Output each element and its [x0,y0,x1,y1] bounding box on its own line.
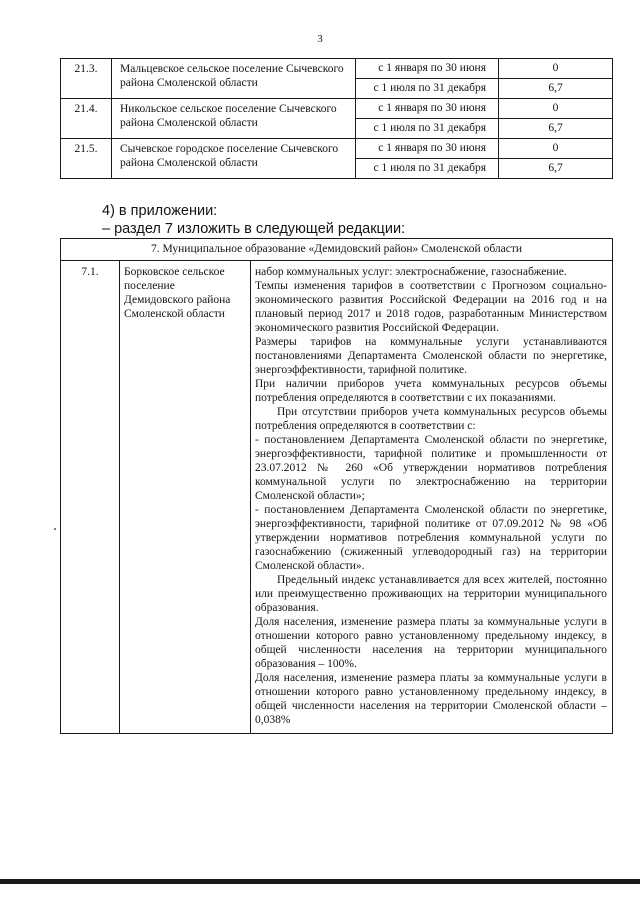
municipality-name: Сычевское городское поселение Сычевского района Смоленской области [112,139,356,179]
section-header: 7. Муниципальное образование «Демидовский район» Смоленской области [61,239,613,261]
scan-speck [54,528,56,530]
index-value: 0 [499,139,613,159]
period-cell: с 1 июля по 31 декабря [356,159,499,179]
index-value: 6,7 [499,159,613,179]
municipality-name: Мальцевское сельское поселение Сычевского района Смоленской области [112,59,356,99]
period-cell: с 1 января по 30 июня [356,99,499,119]
description-cell [251,261,613,734]
period-cell: с 1 июля по 31 декабря [356,119,499,139]
electricity-norms-text: - постановлением Департамента Смоленской области по энергетике, энергоэффективности, тарифной политике и промышленности от 23.07.2012 № 260 «Об утверждении нормативов потребления коммунальной услуги по электроснабжению на территории Смоленской области»; [255,434,607,502]
section-header-row [61,239,613,261]
index-value: 0 [499,99,613,119]
period-cell: с 1 января по 30 июня [356,59,499,79]
appendix-intro-line: 4) в приложении: [102,203,218,219]
limit-index-text: Предельный индекс устанавливается для всех жителей, постоянно или преимущественно проживающих на территории муниципального образования. [255,574,607,614]
page-number: 3 [317,33,323,45]
row-number: 7.1. [61,261,120,734]
meter-present-text: При наличии приборов учета коммунальных ресурсов объемы потребления определяются в соответствии с их показаниями. [255,378,607,404]
index-value: 6,7 [499,119,613,139]
tariff-size-text: Размеры тарифов на коммунальные услуги устанавливаются постановлениями Департамента Смоленской области по энергетике, энергоэффективности, тарифной политике. [255,336,607,376]
gas-norms-text: - постановлением Департамента Смоленской области по энергетике, энергоэффективности, тарифной политике от 07.09.2012 № 98 «Об утверждении нормативов потребления коммунальной услуги по газоснабжению (сжиженный углеводородный газ) на территории Смоленской области». [255,504,607,572]
bottom-rule [0,879,640,884]
table-row [61,59,613,79]
row-number: 21.4. [61,99,112,139]
section-edit-line: – раздел 7 изложить в следующей редакции: [102,221,406,237]
utility-set-text: набор коммунальных услуг: электроснабжение, газоснабжение. [255,266,567,278]
index-value: 0 [499,59,613,79]
population-share-municipal-text: Доля населения, изменение размера платы за коммунальные услуги в отношении которого равно установленному предельному индексу, в общей численности населения на территории муниципального образования – 100%. [255,616,607,670]
population-share-region-text: Доля населения, изменение размера платы за коммунальные услуги в отношении которого равно установленному предельному индексу, в общей численности населения на территории Смоленской области – 0,038% [255,672,607,726]
table-row [61,99,613,119]
meter-absent-text: При отсутствии приборов учета коммунальных ресурсов объемы потребления определяются в соответствии с: [255,406,607,432]
table-row [61,261,613,734]
period-cell: с 1 января по 30 июня [356,139,499,159]
row-number: 21.5. [61,139,112,179]
table-row [61,139,613,159]
tariff-index-table [60,58,613,179]
period-cell: с 1 июля по 31 декабря [356,79,499,99]
index-value: 6,7 [499,79,613,99]
section-7-table [60,238,613,734]
row-number: 21.3. [61,59,112,99]
municipality-name: Никольское сельское поселение Сычевского района Смоленской области [112,99,356,139]
tariff-change-text: Темпы изменения тарифов в соответствии с Прогнозом социально-экономического развития Российской Федерации на 2016 год и на плановый период 2017 и 2018 годов, разработанным Министерством экономического развития Российской Федерации. [255,280,607,334]
municipality-name: Борковское сельское поселение Демидовского района Смоленской области [120,261,251,734]
